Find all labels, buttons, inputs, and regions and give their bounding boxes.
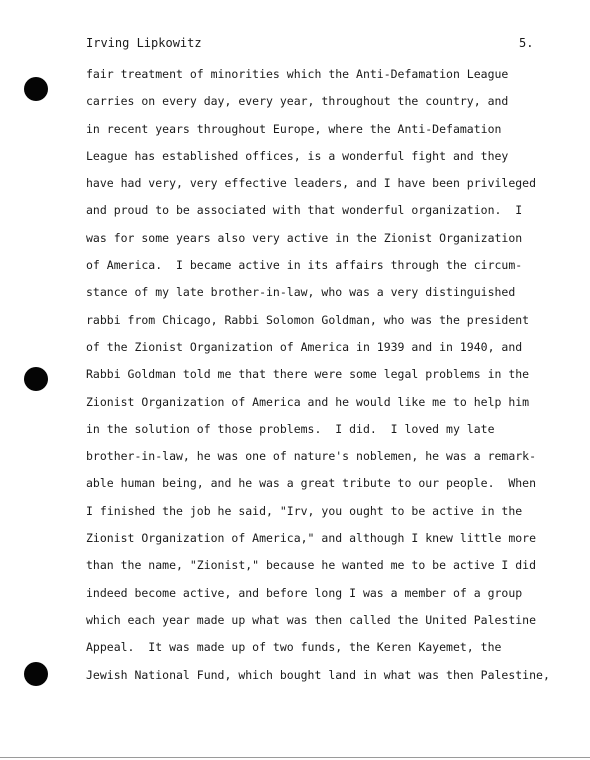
page-number: 5. <box>519 36 534 50</box>
punch-hole-icon <box>24 77 48 101</box>
text-line: of America. I became active in its affairs through the circum- <box>86 258 523 273</box>
text-line: of the Zionist Organization of America in 1939 and in 1940, and <box>86 339 523 354</box>
text-line: than the name, "Zionist," because he wanted me to be active I did <box>86 558 537 573</box>
text-line: in the solution of those problems. I did. I loved my late <box>86 421 495 436</box>
text-line: fair treatment of minorities which the Anti-Defamation League <box>86 67 509 81</box>
text-line: Zionist Organization of America and he would like me to help him <box>86 394 530 409</box>
page-bottom-edge <box>0 757 590 758</box>
text-line: brother-in-law, he was one of nature's noblemen, he was a remark- <box>86 449 537 464</box>
running-header-name: Irving Lipkowitz <box>86 36 202 50</box>
text-line: Rabbi Goldman told me that there were some legal problems in the <box>86 367 530 382</box>
punch-hole-icon <box>24 662 48 686</box>
punch-hole-icon <box>24 367 48 391</box>
text-line: Zionist Organization of America," and although I knew little more <box>86 531 537 546</box>
text-line: I finished the job he said, "Irv, you ought to be active in the <box>86 503 523 518</box>
transcript-body <box>86 64 566 692</box>
text-line: in recent years throughout Europe, where the Anti-Defamation <box>86 121 502 136</box>
text-line: able human being, and he was a great tribute to our people. When <box>86 476 537 491</box>
text-line: rabbi from Chicago, Rabbi Solomon Goldman, who was the president <box>86 312 530 327</box>
text-line: carries on every day, every year, throughout the country, and <box>86 94 509 109</box>
text-line: which each year made up what was then called the United Palestine <box>86 612 537 627</box>
text-line: stance of my late brother-in-law, who was a very distinguished <box>86 285 516 300</box>
text-line: was for some years also very active in the Zionist Organization <box>86 230 523 245</box>
text-line: Jewish National Fund, which bought land in what was then Palestine, <box>86 667 550 682</box>
text-line: League has established offices, is a wonderful fight and they <box>86 148 509 163</box>
text-line: Appeal. It was made up of two funds, the Keren Kayemet, the <box>86 640 502 655</box>
text-line: indeed become active, and before long I was a member of a group <box>86 585 523 600</box>
text-line: and proud to be associated with that wonderful organization. I <box>86 203 523 218</box>
text-line: have had very, very effective leaders, and I have been privileged <box>86 176 537 191</box>
